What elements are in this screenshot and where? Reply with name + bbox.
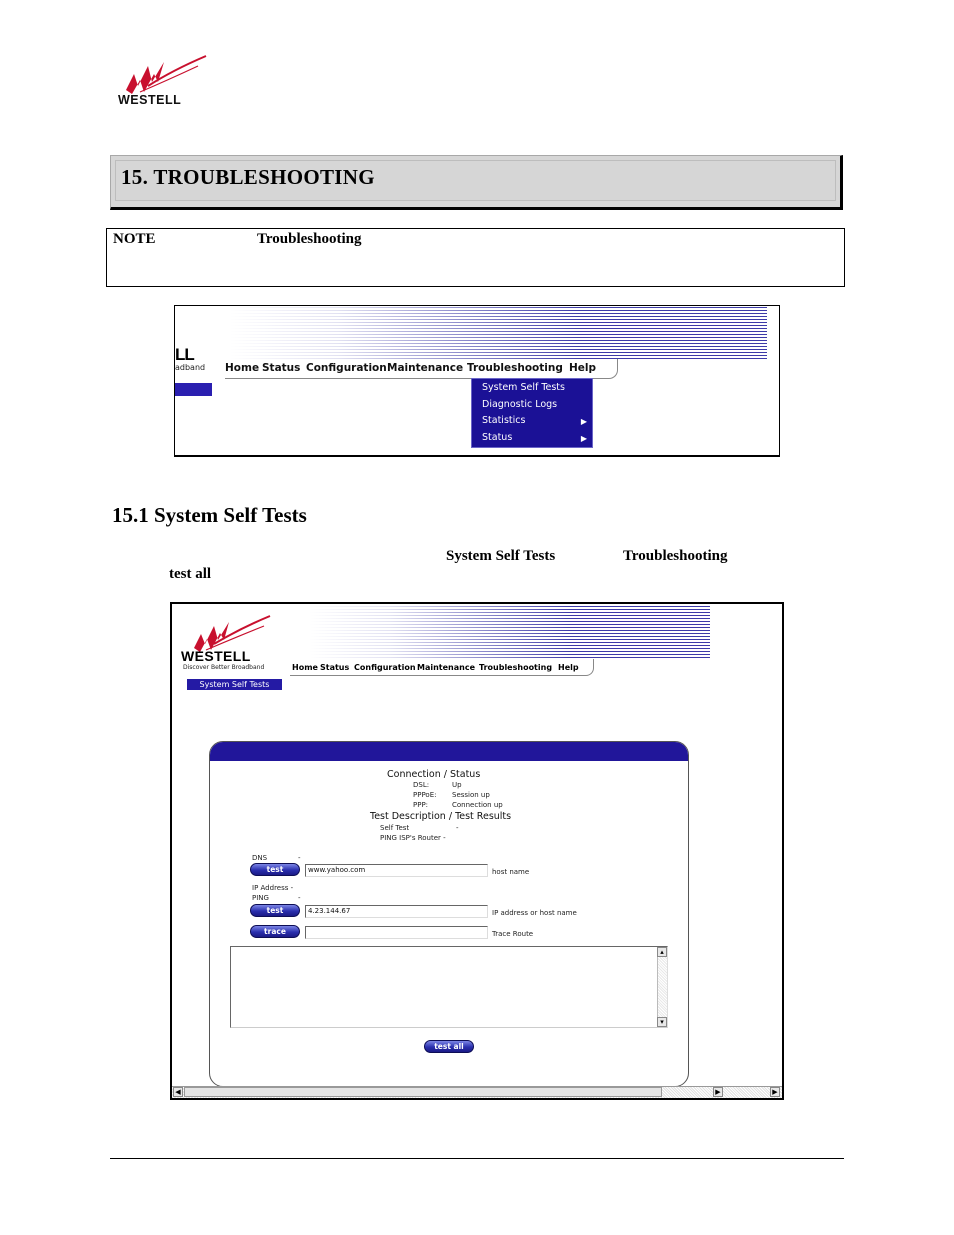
submenu-arrow-icon: ▶ [580, 434, 587, 443]
dns-test-button[interactable]: test [250, 863, 300, 876]
section-title-band [110, 155, 843, 210]
scroll-right-icon[interactable]: ▶ [770, 1087, 780, 1097]
dns-result: - [298, 854, 301, 862]
nav-status[interactable]: Status [262, 362, 301, 374]
dropdown-item-diagnostic-logs[interactable]: Diagnostic Logs [482, 399, 558, 410]
panel-header-bar [210, 742, 688, 761]
scroll-down-icon[interactable]: ▾ [657, 1017, 667, 1027]
scroll-thumb[interactable] [184, 1087, 662, 1097]
status-label-pppoe: PPPoE: [413, 791, 437, 799]
self-tests-screenshot [170, 602, 784, 1100]
self-test-result: - [456, 824, 459, 832]
brand-wordmark: WESTELL [181, 648, 251, 664]
troubleshooting-dropdown [471, 378, 593, 448]
dns-label: DNS [252, 854, 268, 862]
nav-configuration[interactable]: Configuration [306, 362, 387, 374]
status-label-dsl: DSL: [413, 781, 430, 789]
nav-maintenance[interactable]: Maintenance [417, 663, 476, 672]
self-test-label: Self Test [380, 824, 410, 832]
textarea-scrollbar[interactable] [657, 947, 667, 1027]
dns-host-input[interactable]: www.yahoo.com [305, 864, 488, 877]
scroll-right-icon[interactable]: ▶ [713, 1087, 723, 1097]
note-bold-term: Troubleshooting [257, 231, 362, 247]
status-label-ppp: PPP: [413, 801, 429, 809]
trace-route-input[interactable] [305, 926, 488, 939]
menu-screenshot [174, 305, 780, 457]
nav-home[interactable]: Home [292, 663, 318, 672]
bold-term-test-all: test all [169, 566, 212, 582]
active-page-label: System Self Tests [187, 679, 282, 690]
test-results-heading: Test Description / Test Results [370, 811, 512, 822]
status-value-ppp: Connection up [452, 801, 503, 809]
trace-button[interactable]: trace [250, 925, 300, 938]
results-textarea[interactable] [230, 946, 668, 1028]
status-value-dsl: Up [452, 781, 462, 789]
main-nav [290, 659, 594, 676]
ping-hint: IP address or host name [492, 909, 577, 917]
nav-configuration[interactable]: Configuration [354, 663, 416, 672]
submenu-arrow-icon: ▶ [580, 417, 587, 426]
side-highlight [175, 383, 212, 396]
ping-label: PING [252, 894, 269, 902]
nav-troubleshooting[interactable]: Troubleshooting [467, 362, 563, 374]
ip-address-label: IP Address - [252, 884, 294, 892]
scroll-up-icon[interactable]: ▴ [657, 947, 667, 957]
footer-rule [110, 1158, 844, 1159]
brand-fragment: LL [175, 345, 194, 364]
trace-hint: Trace Route [492, 930, 534, 938]
nav-troubleshooting[interactable]: Troubleshooting [479, 663, 553, 672]
ping-test-button[interactable]: test [250, 904, 300, 917]
header-stripes-fade [310, 606, 710, 660]
nav-home[interactable]: Home [225, 362, 260, 374]
dns-hint: host name [492, 868, 530, 876]
subsection-title: 15.1 System Self Tests [112, 503, 307, 527]
ping-result: - [298, 894, 301, 902]
bold-term-troubleshooting: Troubleshooting [623, 548, 728, 564]
test-all-button[interactable]: test all [424, 1040, 474, 1053]
nav-help[interactable]: Help [569, 362, 597, 374]
dropdown-item-statistics[interactable]: Statistics [482, 415, 526, 426]
main-nav [225, 359, 618, 379]
nav-status[interactable]: Status [320, 663, 350, 672]
dropdown-item-system-self-tests[interactable]: System Self Tests [482, 382, 565, 393]
nav-maintenance[interactable]: Maintenance [387, 362, 464, 374]
status-value-pppoe: Session up [452, 791, 490, 799]
brand-wordmark: WESTELL [118, 93, 182, 107]
note-box [106, 228, 845, 287]
scroll-left-icon[interactable]: ◀ [173, 1087, 183, 1097]
self-tests-panel [209, 741, 689, 1087]
connection-status-heading: Connection / Status [387, 769, 481, 780]
ping-host-input[interactable]: 4.23.144.67 [305, 905, 488, 918]
header-stripes-fade [230, 307, 767, 359]
nav-help[interactable]: Help [558, 663, 579, 672]
bold-term-system-self-tests: System Self Tests [446, 548, 556, 564]
ping-router-label: PING ISP's Router - [380, 834, 446, 842]
note-label: NOTE [113, 231, 156, 247]
brand-tagline: Discover Better Broadband [183, 664, 265, 671]
tagline-fragment: adband [175, 363, 206, 372]
section-title: 15. TROUBLESHOOTING [121, 165, 375, 189]
dropdown-item-status[interactable]: Status [482, 432, 513, 443]
horizontal-scrollbar[interactable] [172, 1086, 782, 1098]
